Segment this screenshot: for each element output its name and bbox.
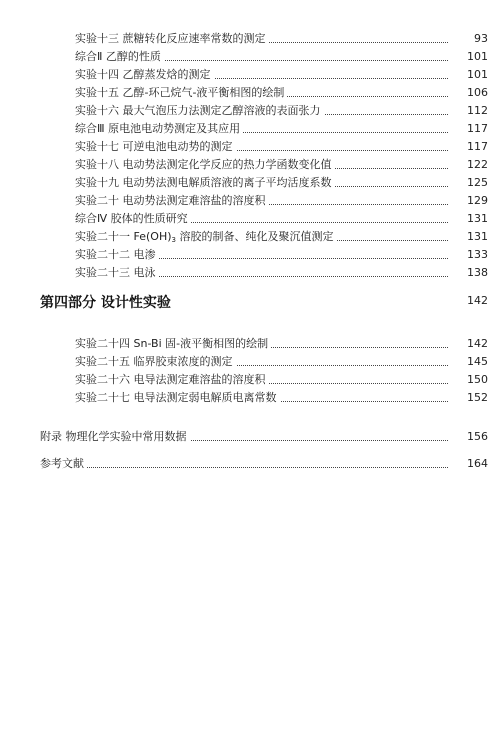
toc-entry xyxy=(0,246,500,264)
toc-entry-page: 131 xyxy=(448,210,488,228)
toc-entry-page: 125 xyxy=(448,174,488,192)
toc-entry-page: 133 xyxy=(448,246,488,264)
toc-entry-title: 实验十四 乙醇蒸发焓的测定 xyxy=(75,66,214,84)
toc-entry-page: 150 xyxy=(448,371,488,389)
toc-entry-page: 117 xyxy=(448,120,488,138)
toc-entry-title: 实验二十三 电泳 xyxy=(75,264,159,282)
toc-entry-page: 142 xyxy=(448,335,488,353)
part-heading-page: 142 xyxy=(467,294,488,307)
toc-entry xyxy=(0,84,500,102)
appendix-title: 附录 物理化学实验中常用数据 xyxy=(40,428,190,446)
toc-entry xyxy=(0,389,500,407)
toc-entry-title: 实验十三 蔗糖转化反应速率常数的测定 xyxy=(75,30,269,48)
toc-entry-page: 164 xyxy=(448,455,488,473)
toc-entry xyxy=(0,228,500,246)
toc-entry-title: 实验十五 乙醇-环己烷气-液平衡相图的绘制 xyxy=(75,84,287,102)
toc-entry-page: 117 xyxy=(448,138,488,156)
toc-entry xyxy=(0,174,500,192)
toc-section xyxy=(0,210,500,228)
toc-entry xyxy=(0,192,500,210)
toc-entry xyxy=(0,335,500,353)
toc-section xyxy=(0,120,500,138)
toc-entry-title: 实验十八 电动势法测定化学反应的热力学函数变化值 xyxy=(75,156,335,174)
toc-entry-title: 实验二十五 临界胶束浓度的测定 xyxy=(75,353,236,371)
toc-entry-title: 实验十六 最大气泡压力法测定乙醇溶液的表面张力 xyxy=(75,102,324,120)
toc-entry xyxy=(0,102,500,120)
toc-entry xyxy=(0,353,500,371)
toc-entry-page: 122 xyxy=(448,156,488,174)
leader-dots xyxy=(60,467,462,468)
toc-section-title: 综合Ⅱ 乙醇的性质 xyxy=(75,48,164,66)
toc-entry-title: 实验二十六 电导法测定难溶盐的溶度积 xyxy=(75,371,269,389)
toc-entry-page: 156 xyxy=(448,428,488,446)
toc-entry xyxy=(0,138,500,156)
toc-appendix xyxy=(0,428,500,446)
toc-entry-page: 145 xyxy=(448,353,488,371)
toc-section-title: 综合Ⅲ 原电池电动势测定及其应用 xyxy=(75,120,243,138)
toc-entry xyxy=(0,30,500,48)
toc-entry-page: 138 xyxy=(448,264,488,282)
toc-entry-page: 93 xyxy=(448,30,488,48)
toc-entry xyxy=(0,156,500,174)
toc-entry-title: 实验二十七 电导法测定弱电解质电离常数 xyxy=(75,389,280,407)
toc-entry-page: 101 xyxy=(448,66,488,84)
toc-entry-title: 实验十九 电动势法测电解质溶液的离子平均活度系数 xyxy=(75,174,335,192)
toc-entry xyxy=(0,264,500,282)
toc-entry-title: 实验十七 可逆电池电动势的测定 xyxy=(75,138,236,156)
subscript: 3 xyxy=(171,236,176,244)
toc-section-title: 综合Ⅳ 胶体的性质研究 xyxy=(75,210,191,228)
toc-entry-title-prefix: 实验二十一 Fe(OH) xyxy=(75,230,172,243)
toc-entry xyxy=(0,66,500,84)
toc-section xyxy=(0,48,500,66)
toc-entry-page: 152 xyxy=(448,389,488,407)
toc-entry-title-suffix: 溶胶的制备、纯化及聚沉值测定 xyxy=(175,230,334,243)
part-heading: 第四部分 设计性实验 xyxy=(40,295,171,311)
toc-entry-page: 112 xyxy=(448,102,488,120)
toc-entry-title: 实验二十二 电渗 xyxy=(75,246,159,264)
toc-entry-page: 131 xyxy=(448,228,488,246)
toc-entry-title: 实验二十四 Sn-Bi 固-液平衡相图的绘制 xyxy=(75,335,271,353)
toc-entry-page: 129 xyxy=(448,192,488,210)
toc-entry-title xyxy=(75,228,336,247)
toc-entry-page: 101 xyxy=(448,48,488,66)
toc-entry-page: 106 xyxy=(448,84,488,102)
references-title: 参考文献 xyxy=(40,455,87,473)
toc-references xyxy=(0,455,500,473)
toc-entry xyxy=(0,371,500,389)
toc-entry-title: 实验二十 电动势法测定难溶盐的溶度积 xyxy=(75,192,269,210)
